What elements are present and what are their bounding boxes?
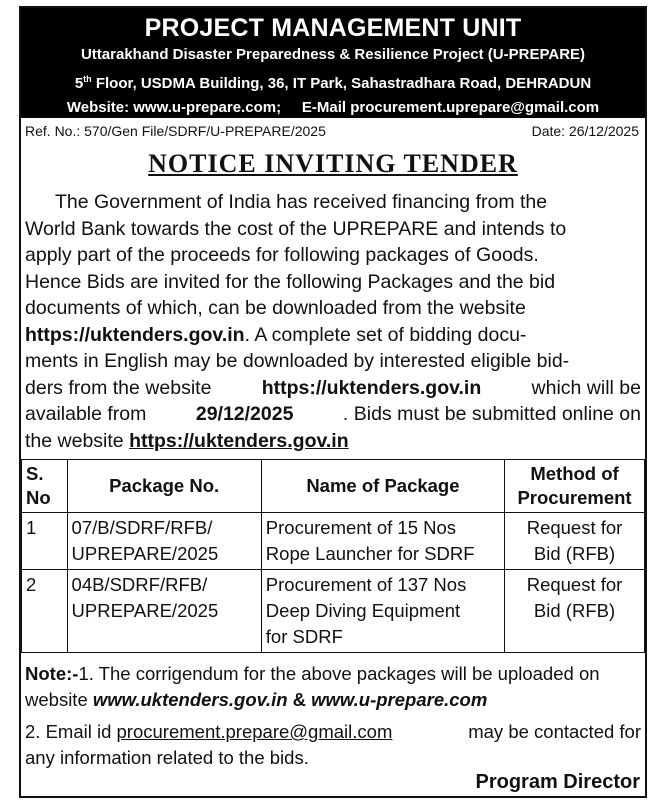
website-link[interactable]: https://uktenders.gov.in [129, 429, 349, 452]
website-link[interactable]: https://uktenders.gov.in [25, 323, 245, 346]
body-line: The Government of India has received financing from the [55, 191, 548, 213]
cell-sno: 2 [22, 570, 68, 653]
body-line: ments in English may be downloaded by interested eligible bid- [25, 350, 570, 372]
note-text: 2. Email id [25, 721, 117, 742]
header-email: E-Mail procurement.uprepare@gmail.com [301, 99, 600, 116]
reference-number: Ref. No.: 570/Gen File/SDRF/U-PREPARE/2025 [25, 123, 326, 139]
notice-date: Date: 26/12/2025 [531, 123, 639, 139]
note-text: may be contacted for [468, 721, 641, 742]
cell-package-name: Procurement of 15 Nos Rope Launcher for SDRF [261, 513, 504, 570]
note-text: website [25, 689, 93, 710]
address-floor-num: 5 [74, 75, 84, 92]
header-contact [21, 96, 645, 120]
cell-package-no: 07/B/SDRF/RFB/ UPREPARE/2025 [67, 513, 261, 570]
body-line [25, 401, 641, 428]
cell-package-no: 04B/SDRF/RFB/ UPREPARE/2025 [67, 570, 261, 653]
note-line [25, 661, 641, 687]
email-link[interactable]: procurement.prepare@gmail.com [116, 721, 393, 742]
availability-date: 29/12/2025 [195, 403, 294, 425]
header-address [21, 67, 645, 96]
body-line [25, 428, 641, 455]
signature: Program Director [475, 771, 640, 793]
reference-row [25, 123, 639, 139]
cell-method: Request for Bid (RFB) [505, 513, 645, 570]
address-floor-sup: th [83, 74, 92, 84]
cell-method: Request for Bid (RFB) [505, 570, 645, 653]
body-text: . A complete set of bidding docu- [244, 323, 527, 346]
cell-package-name: Procurement of 137 Nos Deep Diving Equipment for SDRF [261, 570, 504, 653]
body-text: available from [25, 403, 147, 425]
body-text: the website [25, 429, 130, 452]
header-website: Website: www.u-prepare.com; [66, 99, 282, 116]
website-link[interactable]: https://uktenders.gov.in [261, 376, 482, 399]
header-method: Method of Procurement [505, 460, 645, 513]
body-text: . Bids must be submitted online on [342, 403, 641, 425]
table-row [22, 513, 645, 570]
note-line [25, 687, 641, 713]
body-line: World Bank towards the cost of the UPREPARE and intends to [25, 217, 567, 240]
body-text: which will be [531, 376, 641, 399]
header-package-no: Package No. [67, 460, 261, 513]
packages-table [21, 459, 645, 653]
body-line: Hence Bids are invited for the following Packages and the bid [25, 270, 556, 293]
body-line: apply part of the proceeds for following packages of Goods. [25, 244, 539, 266]
body-text: ders from the website [25, 376, 212, 399]
note-amp: & [287, 689, 312, 710]
table-row [22, 570, 645, 653]
note-line: any information related to the bids. [25, 747, 309, 768]
header-project: Uttarakhand Disaster Preparedness & Resilience Project (U-PREPARE) [80, 46, 586, 63]
website-link[interactable]: www.uktenders.gov.in [92, 689, 288, 710]
note-label: Note:- [25, 663, 79, 684]
body-line [25, 322, 641, 349]
header-title: PROJECT MANAGEMENT UNIT [144, 14, 522, 42]
notice-title: NOTICE INVITING TENDER [148, 149, 518, 178]
notice-frame [19, 6, 647, 798]
notes-block [25, 661, 641, 771]
website-link[interactable]: www.u-prepare.com [311, 689, 488, 710]
cell-sno: 1 [22, 513, 68, 570]
body-line: documents of which, can be downloaded from the website [25, 297, 526, 319]
body-line [25, 375, 641, 402]
table-header-row [22, 460, 645, 513]
header-sno: S. No [22, 460, 68, 513]
address-rest: Floor, USDMA Building, 36, IT Park, Sahastradhara Road, DEHRADUN [91, 75, 592, 92]
header-package-name: Name of Package [261, 460, 504, 513]
note-line [25, 719, 641, 745]
header-block [21, 8, 645, 118]
note-1: 1. The corrigendum for the above packages will be uploaded on [78, 663, 600, 684]
notice-body [25, 189, 641, 454]
